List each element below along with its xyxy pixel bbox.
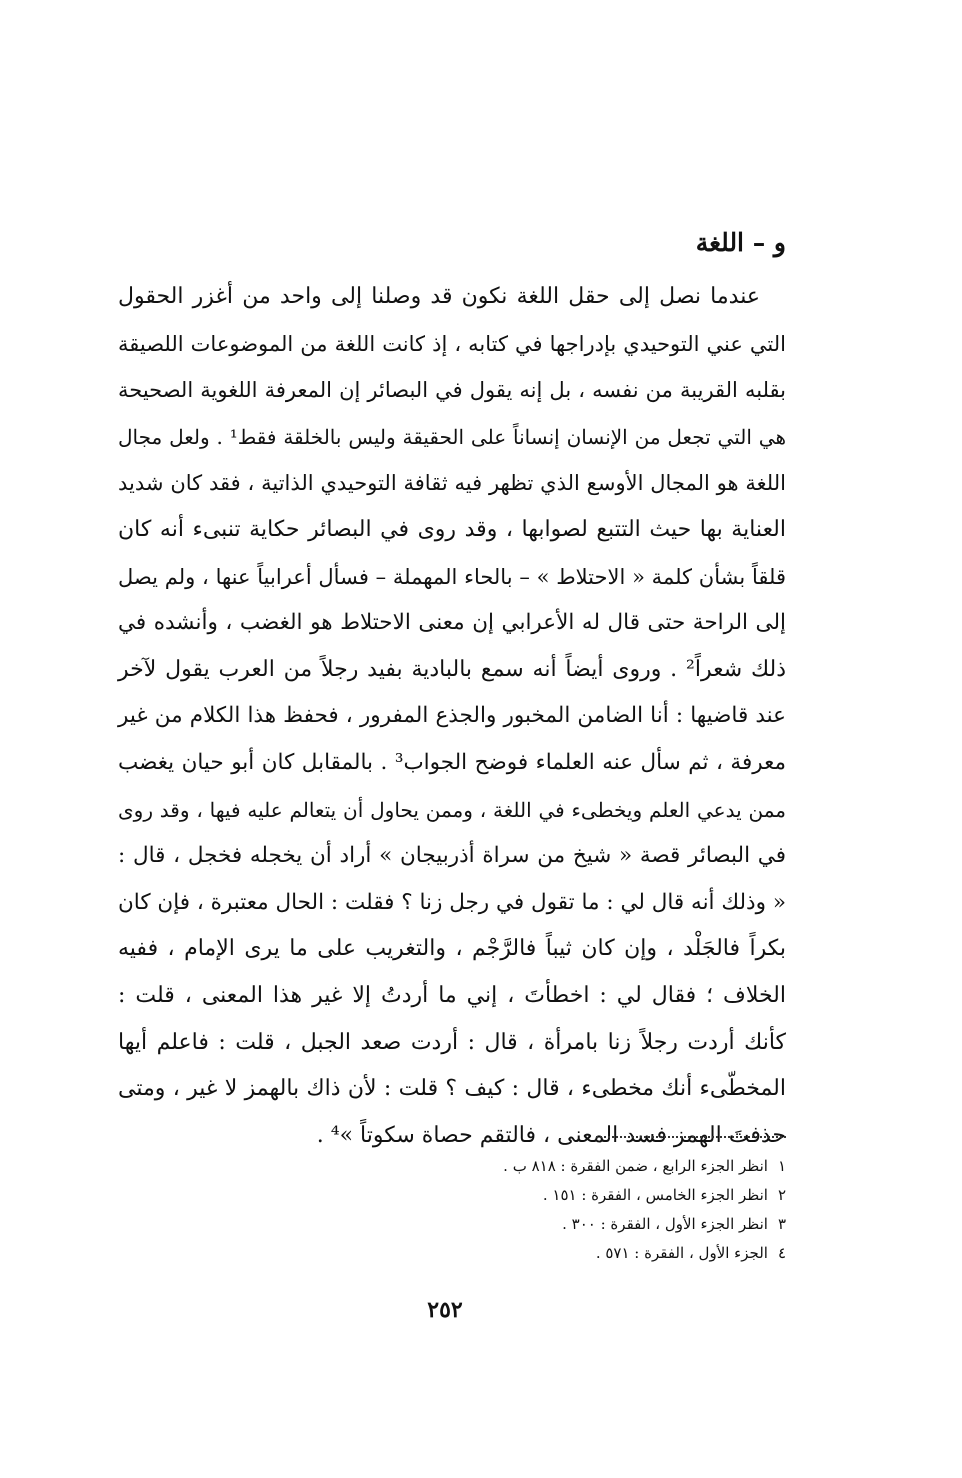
body-line: التي عني التوحيدي بإدراجها في كتابه ، إذ كانت اللغة من الموضوعات اللصيقة [118, 331, 786, 356]
footnote-number: ١ [777, 1157, 786, 1175]
body-line: معرفة ، ثم سأل عنه العلماء فوضح الجواب³ . بالمقابل كان أبو حيان يغضب [118, 749, 786, 775]
section-heading: و – اللغة [695, 228, 786, 257]
footnote-number: ٣ [777, 1215, 786, 1233]
body-line: « وذلك أنه قال لي : ما تقول في رجل زنا ؟ فقلت : الحال معتبرة ، فإن كان [118, 889, 786, 915]
body-line: في البصائر قصة « شيخ من سراة أذربيجان » أراد أن يخجله فخجل ، قال : [118, 843, 786, 869]
footnote-text: انظر الجزء الأول ، الفقرة : ٣٠٠ . [562, 1215, 768, 1233]
footnotes [366, 1152, 786, 1268]
body-line: بكراً فالجَلْد ، وإن كان ثيباً فالرَّجْم ، والتغريب على ما يرى الإمام ، ففيه [118, 936, 786, 962]
body-line: ممن يدعي العلم ويخطىء في اللغة ، وممن يحاول أن يتعالم عليه فيها ، وقد روى [118, 797, 786, 822]
body-paragraph [118, 274, 786, 1159]
body-line: الخلاف ؛ فقال لي : اخطأتَ ، إني ما أردتُ إلا غير هذا المعنى ، قلت : [118, 982, 786, 1008]
body-line: العناية بها حيث التتبع لصوابها ، وقد روى في البصائر حكاية تنبىء أنه كان [118, 516, 786, 542]
body-line: عند قاضيها : أنا الضامن المخبور والجذع المفرور ، فحفظ هذا الكلام من غير [118, 703, 786, 729]
footnote-text: الجزء الأول ، الفقرة : ٥٧١ . [595, 1244, 768, 1262]
footnote [366, 1181, 786, 1210]
body-line: عندما نصل إلى حقل اللغة نكون قد وصلنا إلى واحد من أغزر الحقول [118, 284, 760, 309]
body-line: قلقاً بشأن كلمة « الاحتلاط » – بالحاء المهملة – فسأل أعرابياً عنها ، ولم يصل [118, 564, 786, 589]
footnote-text: انظر الجزء الخامس ، الفقرة : ١٥١ . [542, 1186, 768, 1204]
footnote-separator [596, 1136, 786, 1138]
body-line: بقلبه القريبة من نفسه ، بل إنه يقول في البصائر إن المعرفة اللغوية الصحيحة [118, 378, 786, 403]
footnote [366, 1152, 786, 1181]
body-line: حذفتَ الهمز فسد المعنى ، فالتقم حصاة سكوتاً »⁴ . [316, 1122, 786, 1148]
footnote-text: انظر الجزء الرابع ، ضمن الفقرة : ٨١٨ ب . [503, 1157, 768, 1175]
body-line: اللغة هو المجال الأوسع الذي تظهر فيه ثقافة التوحيدي الذاتية ، فقد كان شديد [118, 471, 786, 496]
footnote-number: ٤ [777, 1244, 786, 1262]
body-line: ذلك شعراً² . وروى أيضاً أنه سمع بالبادية بفيد رجلاً من العرب يقول لآخر [118, 656, 786, 682]
body-line: هي التي تجعل من الإنسان إنساناً على الحقيقة وليس بالخلقة فقط¹ . ولعل مجال [118, 424, 786, 449]
footnote [366, 1239, 786, 1268]
body-line: كأنك أردت رجلاً زنا بامرأة ، قال : أردت صعد الجبل ، قلت : فاعلم أيها [118, 1029, 786, 1055]
body-line: المخطّىء أنك مخطىء ، قال : كيف ؟ قلت : لأن ذاك بالهمز لا غير ، ومتى [118, 1076, 786, 1102]
page-number: ٢٥٢ [427, 1297, 463, 1323]
footnote [366, 1210, 786, 1239]
body-line: إلى الراحة حتى قال له الأعرابي إن معنى الاحتلاط هو الغضب ، وأنشده في [118, 610, 786, 636]
footnote-number: ٢ [777, 1186, 786, 1204]
